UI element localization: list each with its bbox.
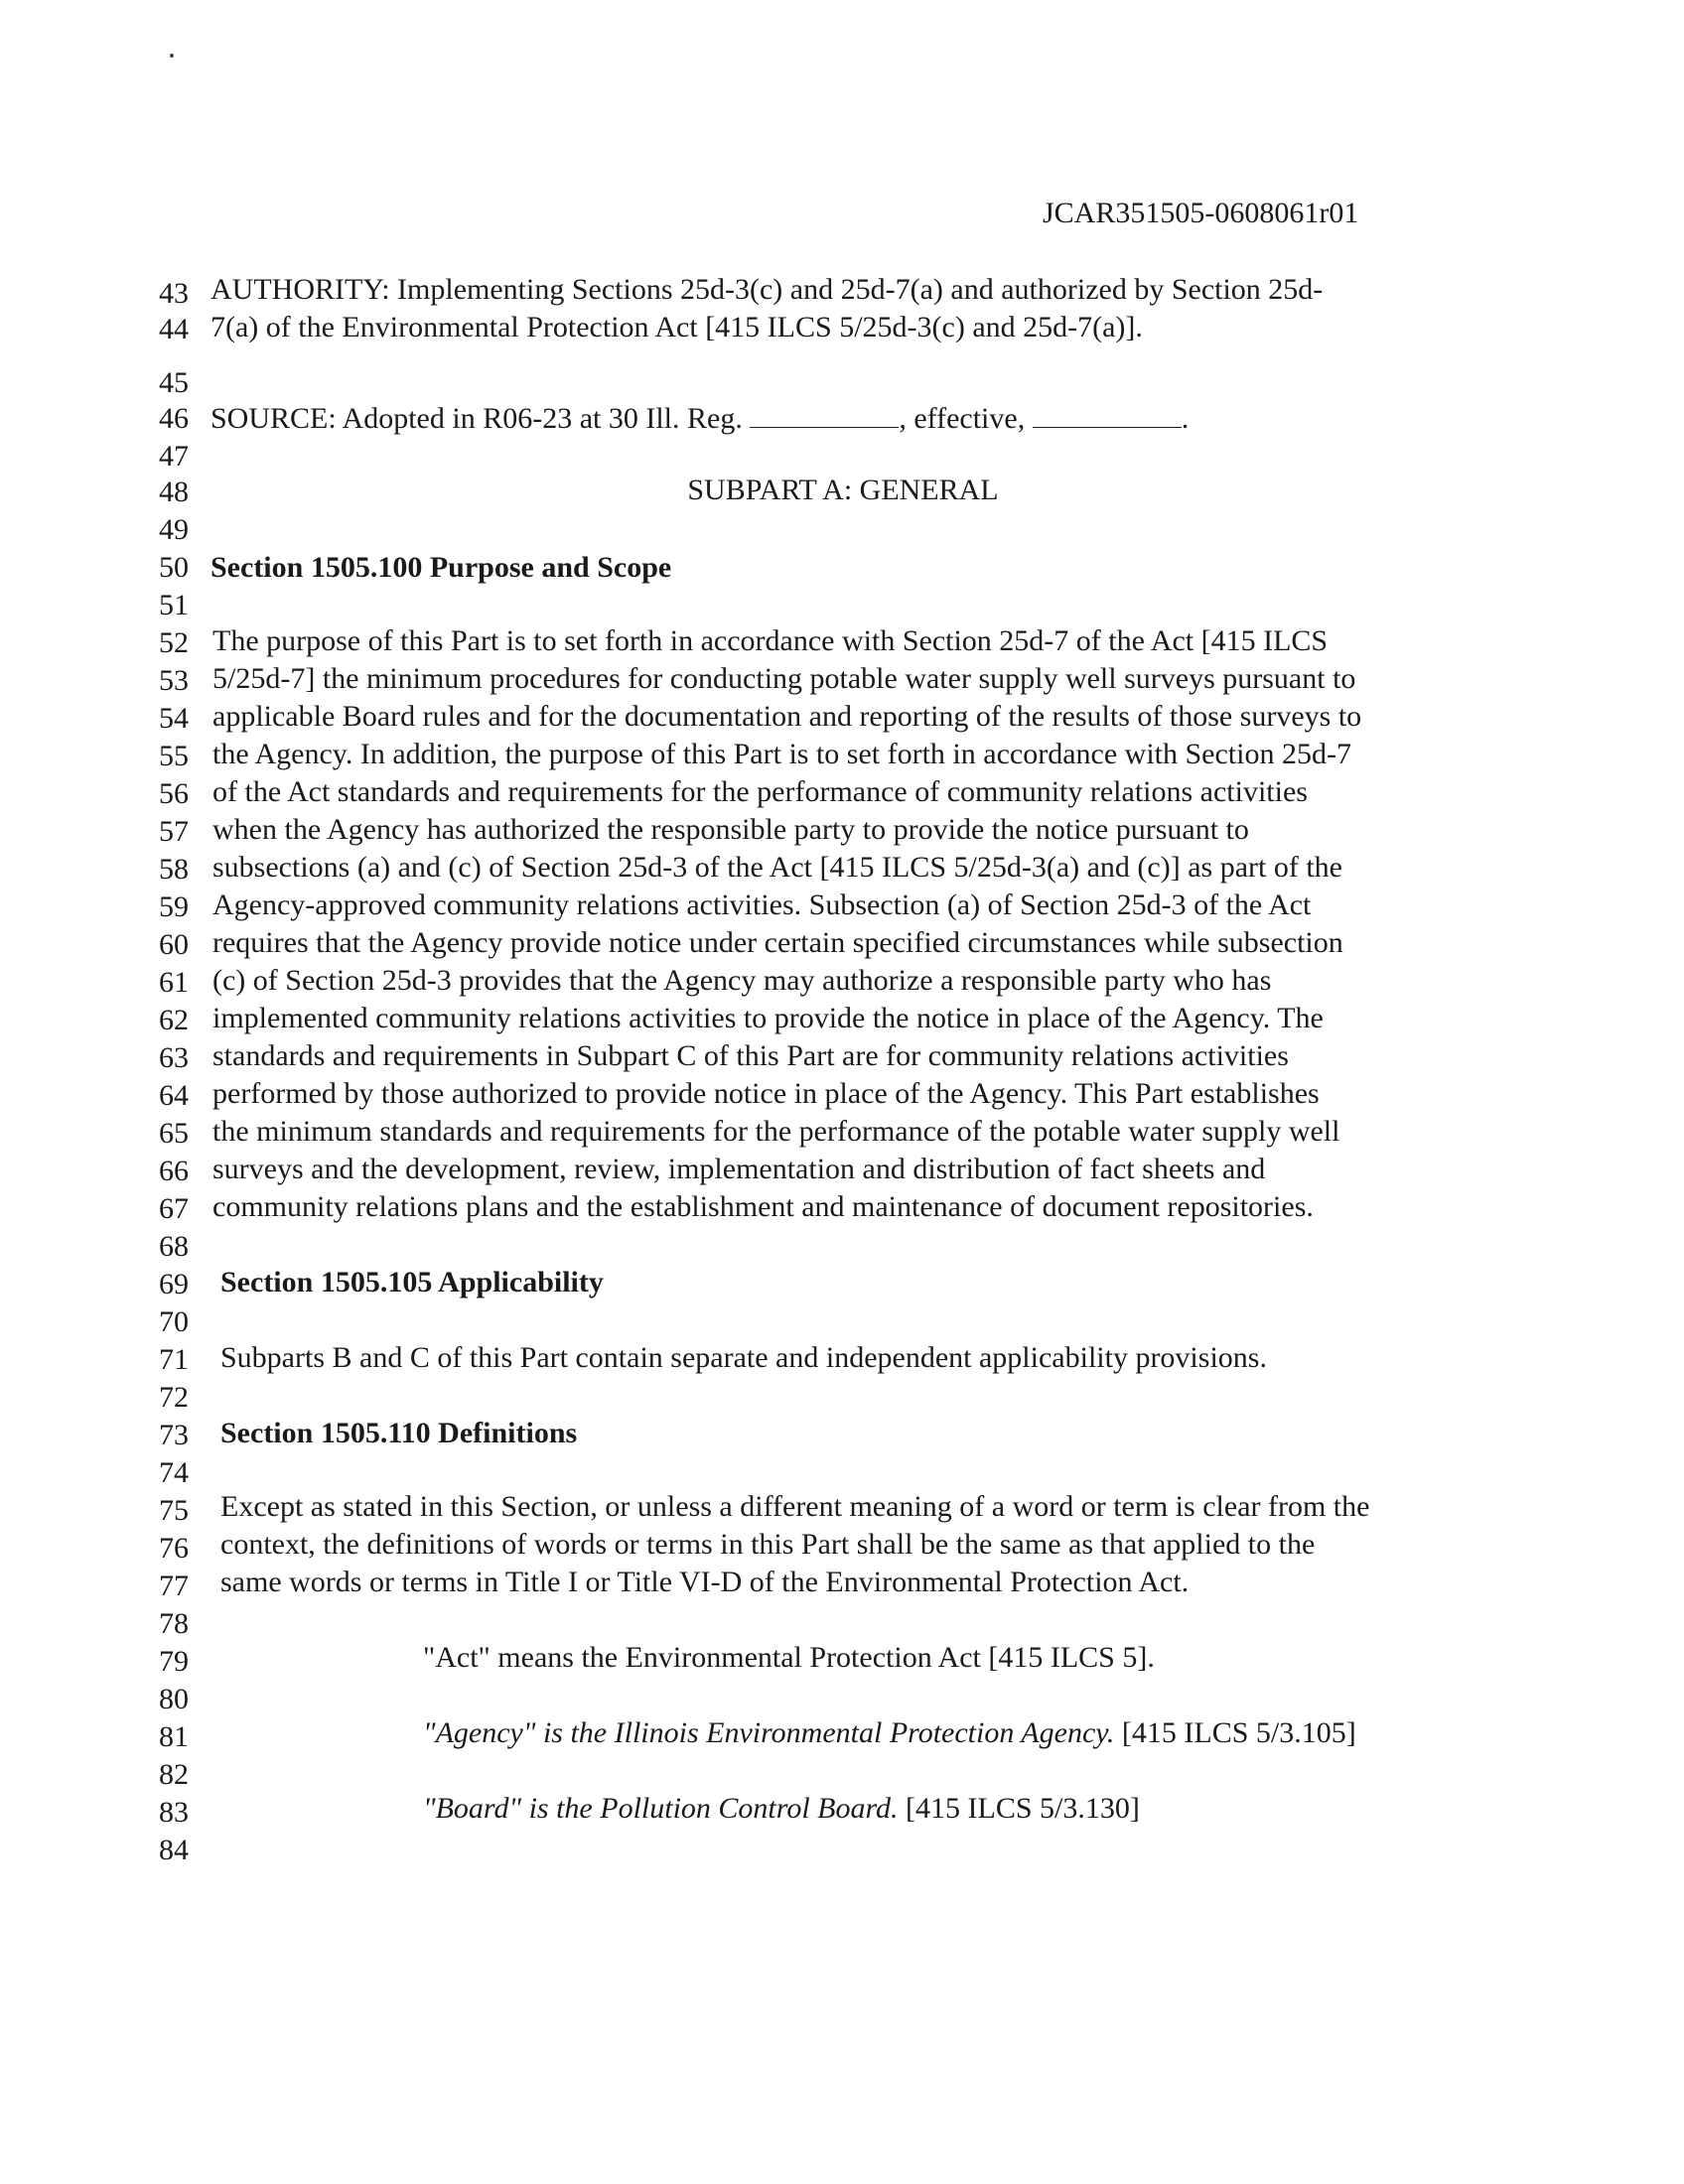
line-number: 56: [159, 777, 189, 810]
body-line: of the Act standards and requirements for the performance of community relations activities: [212, 775, 1308, 808]
line-number: 58: [159, 853, 189, 886]
line-number: 51: [159, 589, 189, 621]
scan-speck: [170, 54, 174, 58]
line-number: 61: [159, 966, 189, 999]
body-line: context, the definitions of words or terms in this Part shall be the same as that applied to the: [220, 1528, 1316, 1561]
line-number: 57: [159, 815, 189, 848]
line-number: 66: [159, 1155, 189, 1187]
section-110-heading: Section 1505.110 Definitions: [220, 1417, 578, 1449]
line-number: 71: [159, 1343, 189, 1376]
definition-act: "Act" means the Environmental Protection Act [415 ILCS 5].: [423, 1641, 1155, 1674]
line-number: 49: [159, 513, 189, 546]
body-line: the minimum standards and requirements for the performance of the potable water supply well: [212, 1115, 1340, 1148]
line-number: 74: [159, 1456, 189, 1489]
body-line: The purpose of this Part is to set forth in accordance with Section 25d-7 of the Act [415 ILCS: [212, 624, 1329, 657]
line-number: 59: [159, 890, 189, 923]
authority-line-2: 7(a) of the Environmental Protection Act [415 ILCS 5/25d-3(c) and 25d-7(a)].: [210, 311, 1143, 343]
definition-agency-citation: [415 ILCS 5/3.105]: [1114, 1716, 1356, 1749]
line-number: 67: [159, 1192, 189, 1225]
body-line: the Agency. In addition, the purpose of this Part is to set forth in accordance with Section 25d-7: [212, 738, 1351, 770]
subpart-heading: SUBPART A: GENERAL: [687, 474, 999, 506]
line-number: 84: [159, 1834, 189, 1866]
line-number: 72: [159, 1381, 189, 1414]
line-number: 45: [159, 366, 189, 399]
source-line: [210, 401, 1189, 437]
section-100-heading: Section 1505.100 Purpose and Scope: [210, 551, 672, 584]
line-number: 50: [159, 551, 189, 584]
line-number: 79: [159, 1645, 189, 1678]
line-number: 83: [159, 1796, 189, 1829]
line-number: 75: [159, 1494, 189, 1527]
line-number: 81: [159, 1720, 189, 1753]
body-line: 5/25d-7] the minimum procedures for conducting potable water supply well surveys pursuant to: [212, 662, 1356, 695]
line-number: 43: [159, 277, 189, 310]
line-number: 76: [159, 1532, 189, 1565]
document-id: JCAR351505-0608061r01: [1043, 197, 1359, 229]
body-line: Agency-approved community relations activities. Subsection (a) of Section 25d-3 of the Act: [212, 888, 1312, 921]
line-number: 80: [159, 1683, 189, 1715]
body-line: (c) of Section 25d-3 provides that the Agency may authorize a responsible party who has: [212, 964, 1272, 997]
line-number: 60: [159, 928, 189, 961]
line-number: 63: [159, 1041, 189, 1074]
body-line: applicable Board rules and for the documentation and reporting of the results of those surveys to: [212, 700, 1362, 733]
line-number: 69: [159, 1268, 189, 1300]
body-line: community relations plans and the establishment and maintenance of document repositories.: [212, 1190, 1314, 1223]
body-line: when the Agency has authorized the responsible party to provide the notice pursuant to: [212, 813, 1249, 846]
body-line: same words or terms in Title I or Title VI-D of the Environmental Protection Act.: [220, 1566, 1190, 1598]
effective-date-blank: [1033, 403, 1182, 428]
definition-agency-term: "Agency" is the Illinois Environmental Protection Agency.: [423, 1716, 1115, 1749]
section-105-text: Subparts B and C of this Part contain separate and independent applicability provisions.: [220, 1341, 1267, 1374]
source-suffix: .: [1181, 402, 1190, 435]
source-prefix: SOURCE: Adopted in R06-23 at 30 Ill. Reg.: [210, 402, 751, 435]
line-number: 73: [159, 1419, 189, 1451]
line-number: 70: [159, 1305, 189, 1338]
body-line: performed by those authorized to provide notice in place of the Agency. This Part establishes: [212, 1077, 1320, 1110]
line-number: 44: [159, 313, 189, 345]
line-number: 48: [159, 476, 189, 508]
line-number: 77: [159, 1570, 189, 1602]
line-number: 65: [159, 1117, 189, 1150]
line-number: 54: [159, 702, 189, 735]
line-number: 55: [159, 740, 189, 772]
line-number: 78: [159, 1607, 189, 1640]
line-number: 62: [159, 1004, 189, 1036]
definition-board-citation: [415 ILCS 5/3.130]: [898, 1792, 1140, 1825]
section-105-heading: Section 1505.105 Applicability: [220, 1266, 604, 1298]
authority-line-1: AUTHORITY: Implementing Sections 25d-3(c) and 25d-7(a) and authorized by Section 25d-: [210, 273, 1324, 306]
body-line: standards and requirements in Subpart C of this Part are for community relations activities: [212, 1039, 1289, 1072]
line-number: 64: [159, 1079, 189, 1112]
body-line: implemented community relations activities to provide the notice in place of the Agency. The: [212, 1002, 1324, 1034]
definition-board: [423, 1791, 1140, 1827]
definition-agency: [423, 1715, 1356, 1751]
definition-board-term: "Board" is the Pollution Control Board.: [423, 1792, 899, 1825]
line-number: 53: [159, 664, 189, 697]
body-line: subsections (a) and (c) of Section 25d-3 of the Act [415 ILCS 5/25d-3(a) and (c)] as part of the: [212, 851, 1342, 884]
body-line: requires that the Agency provide notice under certain specified circumstances while subsection: [212, 926, 1343, 959]
line-number: 68: [159, 1230, 189, 1263]
line-number: 82: [159, 1758, 189, 1791]
line-number: 46: [159, 402, 189, 435]
line-number: 52: [159, 626, 189, 659]
body-line: Except as stated in this Section, or unless a different meaning of a word or term is clear from the: [220, 1490, 1370, 1523]
source-middle: , effective,: [899, 402, 1033, 435]
line-number: 47: [159, 440, 189, 473]
register-blank: [750, 403, 899, 428]
body-line: surveys and the development, review, implementation and distribution of fact sheets and: [212, 1153, 1266, 1185]
